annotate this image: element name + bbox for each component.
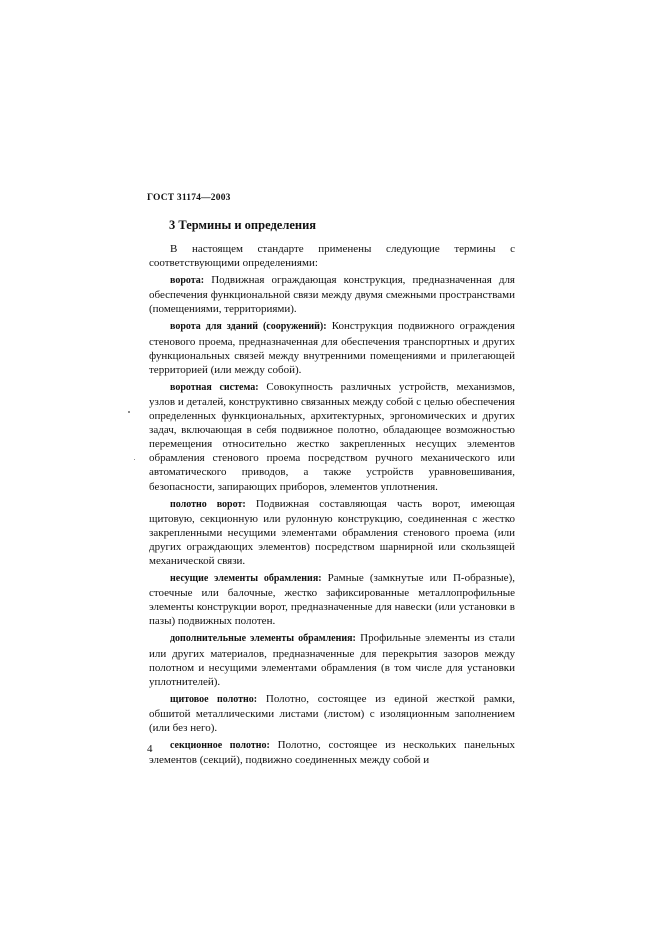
definition-entry — [149, 273, 515, 316]
definition: Полотно, состоящее из нескольких панельных элементов (секций), подвижно соединенных между собой и — [149, 739, 515, 767]
definition-entry — [149, 380, 515, 494]
body-text — [149, 242, 515, 770]
definition-entry — [149, 571, 515, 628]
scan-speck — [134, 459, 135, 460]
definition: Подвижная составляющая часть ворот, имеющая щитовую, секционную или рулонную конструкцию, соединенная с жестко закрепленными несущими элементами обрамления стенового проема (или других ограждающих элементов) посредством шарнирной или скользящей механической связи. — [149, 497, 515, 567]
scan-speck — [128, 411, 130, 413]
definition-entry — [149, 692, 515, 735]
term: ворота: — [170, 275, 205, 287]
definition-entry — [149, 319, 515, 376]
definition: Рамные (замкнутые или П-образные), стоечные или балочные, жестко зафиксированные металлопрофильные элементы конструкции ворот, предназначенные для навески (или установки в пазы) подвижных полотен. — [149, 572, 515, 628]
definition-entry — [149, 497, 515, 568]
term: несущие элементы обрамления: — [170, 573, 322, 585]
term: полотно ворот: — [170, 498, 246, 510]
section-title: 3 Термины и определения — [169, 218, 317, 232]
definition-entry — [149, 631, 515, 688]
term: секционное полотно: — [170, 740, 270, 752]
definition: Совокупность различных устройств, механизмов, узлов и деталей, конструктивно связанных между собой с целью обеспечения определенных функциональных, архитектурных, эргономических и других задач, включающая в себя подвижное полотно, обладающее возможностью перемещения относительно жестко закрепленных несущих элементов обрамления стенового проема посредством ручного механического или автоматического приводов, а также устройств уравновешивания, безопасности, запирающих приборов, элементов уплотнения. — [149, 380, 515, 493]
definition: Профильные элементы из стали или других материалов, предназначенные для перекрытия зазоров между полотном и несущими элементами обрамления (в том числе для установки уплотнителей). — [149, 632, 516, 688]
term: щитовое полотно: — [170, 693, 258, 705]
term: воротная система: — [170, 381, 259, 393]
definition-entry — [149, 738, 515, 767]
definition: Подвижная ограждающая конструкция, предназначенная для обеспечения функциональной связи между двумя смежными пространствами (помещениями, территориями). — [149, 274, 515, 316]
term: ворота для зданий (сооружений): — [170, 321, 327, 333]
intro-paragraph: В настоящем стандарте применены следующие термины с соответствующими определениями: — [149, 243, 515, 270]
definition: Полотно, состоящее из единой жесткой рамки, обшитой металлическими листами (листом) с изоляционным заполнением (или без него). — [149, 692, 515, 734]
document-code: ГОСТ 31174—2003 — [147, 193, 231, 203]
definition: Конструкция подвижного ограждения стенового проема, предназначенная для обеспечения транспортных и других функциональных связей между внутренними помещениями и прилегающей территорией (или между собой). — [149, 320, 515, 376]
term: дополнительные элементы обрамления: — [170, 633, 356, 645]
page-number: 4 — [147, 743, 153, 755]
